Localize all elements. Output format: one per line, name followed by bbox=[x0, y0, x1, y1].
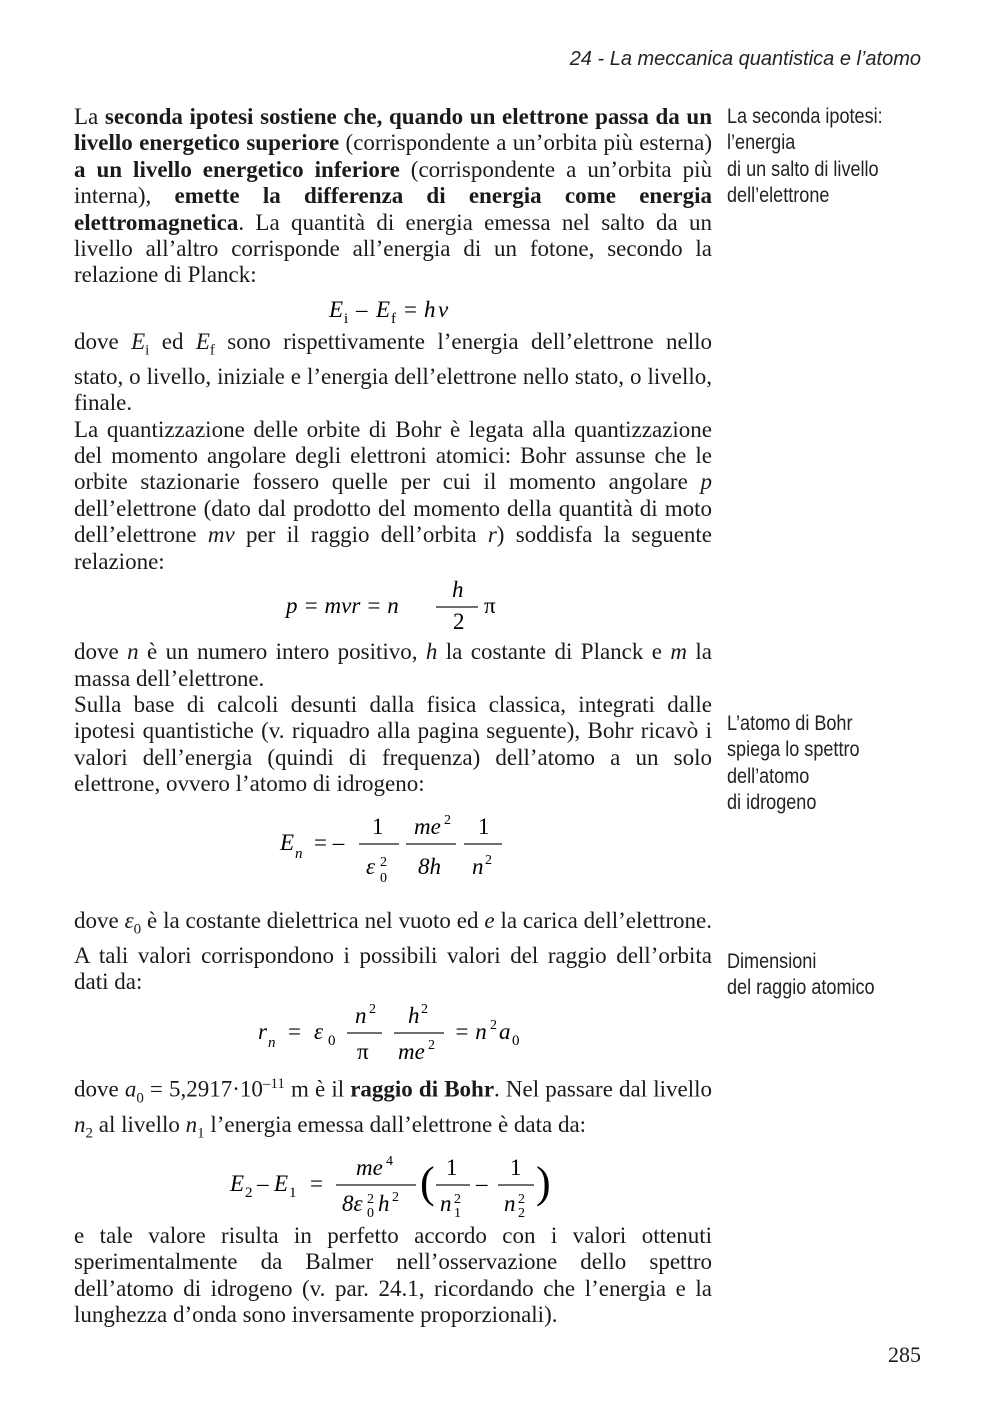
svg-text:h: h bbox=[452, 577, 464, 603]
equation-angular-momentum bbox=[74, 575, 712, 639]
svg-text:–: – bbox=[476, 1171, 488, 1196]
svg-text:2: 2 bbox=[490, 1018, 497, 1034]
svg-text:2: 2 bbox=[518, 1206, 525, 1221]
svg-text:ε: ε bbox=[366, 853, 376, 879]
svg-text:8ε: 8ε bbox=[342, 1191, 363, 1216]
sidenote-line: Dimensioni bbox=[727, 950, 817, 973]
equation-energy-difference bbox=[74, 1147, 712, 1223]
svg-text:n: n bbox=[295, 845, 303, 862]
svg-text:f: f bbox=[391, 310, 396, 327]
sidenote-atomic-radius bbox=[727, 949, 925, 1002]
main-text bbox=[74, 104, 712, 1329]
svg-text:8h: 8h bbox=[418, 853, 441, 879]
paragraph-balmer-agreement: e tale valore risulta in perfetto accordo con i valori ottenuti sperimentalmente da Balmer nell’osservazione dello spettro dell’atomo di idrogeno (v. par. 24.1, ricordando che l’energia e la lunghezza d’onda sono inversamente proporzionali). bbox=[74, 1223, 712, 1328]
svg-text:E: E bbox=[230, 1171, 245, 1196]
sidenote-line: del raggio atomico bbox=[727, 976, 875, 1000]
sidenote-line: L’atomo di Bohr bbox=[727, 712, 853, 735]
svg-text:2: 2 bbox=[454, 1192, 461, 1207]
svg-text:2: 2 bbox=[485, 852, 492, 868]
svg-text:): ) bbox=[536, 1158, 551, 1207]
svg-text:n: n bbox=[440, 1191, 452, 1216]
paragraph-bohr-calculation: Sulla base di calcoli desunti dalla fisica classica, integrati dalle ipotesi quantistiche (v. riquadro alla pagina seguente), Bohr ricavò i valori dell’energia (quindi di frequenza) dell’atomo a un solo elettrone, ovvero l’atomo di idrogeno: bbox=[74, 691, 712, 797]
svg-text:E: E bbox=[329, 296, 344, 322]
equation-planck bbox=[74, 289, 712, 329]
svg-text:0: 0 bbox=[380, 870, 387, 886]
svg-text:h: h bbox=[408, 1003, 420, 1029]
svg-text:=: = bbox=[404, 296, 417, 322]
svg-text:1: 1 bbox=[510, 1155, 522, 1180]
svg-text:2: 2 bbox=[453, 609, 465, 635]
equation-orbit-radius bbox=[74, 995, 712, 1071]
svg-text:2: 2 bbox=[444, 812, 451, 828]
svg-text:p = mvr = n: p = mvr = n bbox=[286, 593, 399, 619]
svg-text:me: me bbox=[356, 1155, 383, 1180]
svg-text:me: me bbox=[414, 813, 441, 839]
sidenote-line: di un salto di livello bbox=[727, 157, 879, 181]
svg-text:h: h bbox=[378, 1191, 390, 1216]
svg-text:0: 0 bbox=[367, 1206, 374, 1221]
svg-text:E: E bbox=[274, 1171, 289, 1196]
svg-text:2: 2 bbox=[392, 1190, 399, 1205]
paragraph-epsilon-e: dove $\varepsilon_0$ è la costante dielettrica nel vuoto ed e la carica dell’elettrone. A tali valori corrispondono i possibili valori del raggio dell’orbita dati da: bbox=[74, 907, 712, 994]
svg-text:r: r bbox=[258, 1019, 267, 1045]
svg-text:ν: ν bbox=[438, 296, 449, 322]
svg-text:2: 2 bbox=[367, 1192, 374, 1207]
svg-text:= –: = – bbox=[314, 829, 345, 855]
svg-text:1: 1 bbox=[289, 1185, 297, 1201]
equation-energy-levels bbox=[74, 798, 712, 908]
svg-text:1: 1 bbox=[478, 813, 490, 839]
svg-text:n: n bbox=[504, 1191, 516, 1216]
paragraph-ei-ef: dove $E_i$ ed $E_f$ sono rispettivamente l’energia dell’elettrone nello stato, o livello, iniziale e l’energia dell’elettrone nello stato, o livello, finale. bbox=[74, 328, 712, 416]
svg-text:(: ( bbox=[420, 1158, 435, 1207]
svg-text:1: 1 bbox=[454, 1206, 461, 1221]
svg-text:E: E bbox=[376, 296, 391, 322]
sidenote-line: dell’elettrone bbox=[727, 184, 830, 208]
running-header: 24 - La meccanica quantistica e l’atomo bbox=[569, 48, 921, 70]
svg-text:π: π bbox=[357, 1039, 369, 1065]
svg-text:1: 1 bbox=[446, 1155, 458, 1180]
sidenote-line: dell’atomo bbox=[727, 764, 810, 788]
svg-text:E: E bbox=[280, 829, 295, 855]
svg-text:= n: = n bbox=[454, 1019, 487, 1045]
svg-text:2: 2 bbox=[428, 1038, 435, 1054]
svg-text:=: = bbox=[310, 1171, 323, 1196]
paragraph-bohr-radius: dove $a_0 = 5,2917\cdot 10^{-11}$ m è il raggio di Bohr. Nel passare dal livello $n_2$ al livello $n_1$ l’energia emessa dall’elettrone è data da: bbox=[74, 1076, 712, 1142]
svg-text:2: 2 bbox=[518, 1192, 525, 1207]
svg-text:a: a bbox=[499, 1019, 511, 1045]
svg-text:π: π bbox=[484, 593, 496, 619]
sidenote-line: spiega lo spettro bbox=[727, 738, 860, 762]
svg-text:n: n bbox=[355, 1003, 367, 1029]
svg-text:h: h bbox=[424, 296, 436, 322]
svg-text:2: 2 bbox=[245, 1185, 253, 1201]
svg-text:0: 0 bbox=[328, 1033, 336, 1050]
svg-text:me: me bbox=[398, 1039, 425, 1065]
svg-text:2: 2 bbox=[421, 1002, 428, 1018]
paragraph-quantization: La quantizzazione delle orbite di Bohr è legata alla quantizzazione del momento angolare degli elettroni atomici: Bohr assunse che le orbite stazionarie fossero quelle per cui il momento angolare p dell’elettrone (dato dal prodotto del momento della quantità di moto dell’elettrone mv per il raggio dell’orbita r) soddisfa la seguente relazione: bbox=[74, 416, 713, 574]
paragraph-n-h-m: dove n è un numero intero positivo, h la costante di Planck e m la massa dell’elettrone. bbox=[74, 639, 712, 691]
sidenote-second-hypothesis bbox=[727, 104, 925, 210]
sidenote-bohr-atom bbox=[727, 711, 925, 817]
sidenote-line: l’energia bbox=[727, 131, 796, 155]
svg-text:ε: ε bbox=[314, 1019, 324, 1045]
svg-text:n: n bbox=[472, 853, 484, 879]
svg-text:=: = bbox=[288, 1019, 301, 1045]
sidenote-line: di idrogeno bbox=[727, 791, 817, 815]
svg-text:0: 0 bbox=[512, 1033, 520, 1050]
paragraph-second-hypothesis: La seconda ipotesi sostiene che, quando un elettrone passa da un livello energetico superiore (corrispondente a un’orbita più esterna) a un livello energetico inferiore (corrispondente a un’orbita più interna), emette la differenza di energia come energia elettromagnetica. La quantità di energia emessa nel salto da un livello all’altro corrisponde all’energia di un fotone, secondo la relazione di Planck: bbox=[74, 104, 713, 288]
svg-text:n: n bbox=[268, 1035, 276, 1052]
svg-text:2: 2 bbox=[380, 854, 387, 870]
svg-text:–: – bbox=[356, 296, 368, 322]
svg-text:4: 4 bbox=[386, 1154, 393, 1169]
svg-text:i: i bbox=[344, 310, 349, 327]
svg-text:–: – bbox=[257, 1171, 269, 1196]
svg-text:1: 1 bbox=[372, 813, 384, 839]
svg-text:2: 2 bbox=[369, 1002, 376, 1018]
sidenote-line: La seconda ipotesi: bbox=[727, 105, 883, 128]
page-number: 285 bbox=[888, 1342, 921, 1367]
